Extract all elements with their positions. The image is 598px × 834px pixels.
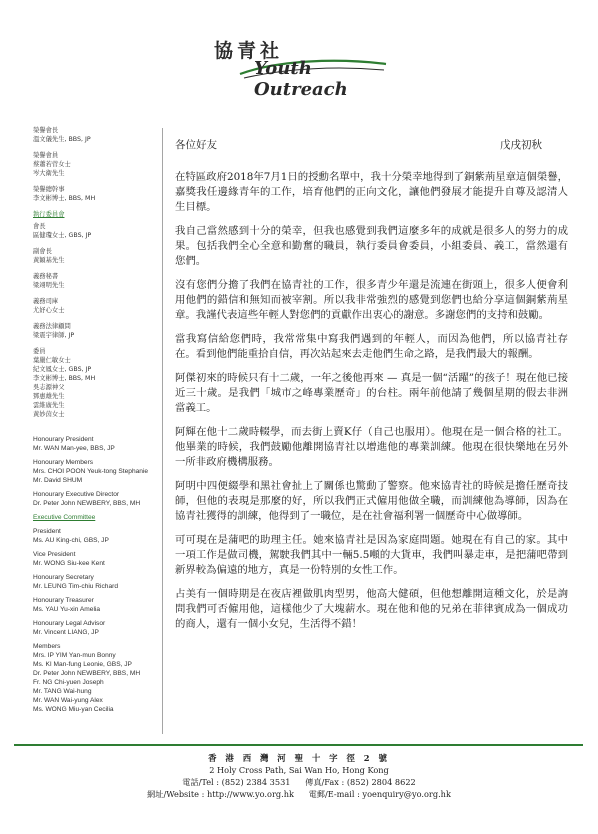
letter-paragraph: 沒有您們分擔了我們在協青社的工作，很多青少年還是流連在街頭上，很多人便會利用他們的錯信和無知而被宰割。所以我非常強烈的感覺到您們也給分享這個銅紫荊星章。我謹代表這些年輕人對您們的貢獻作出衷心的謝意。多謝您們的支持和鼓勵。 <box>175 279 568 321</box>
footer-phone-fax <box>0 776 598 788</box>
letter-body <box>175 170 568 641</box>
cn-member: 溫文儀先生, BBS, JP <box>33 136 91 143</box>
cn-section <box>33 222 158 240</box>
footer-website-link[interactable]: 網址/Website : http://www.yo.org.hk <box>147 789 294 799</box>
cn-member: 黃妙茵女士 <box>33 411 65 418</box>
cn-member: 梁翊明先生 <box>33 282 65 289</box>
en-member: Mr. Vincent LIANG, JP <box>33 629 99 636</box>
en-section <box>33 596 168 614</box>
en-section-title: Vice President <box>33 551 76 558</box>
letter-paragraph: 阿輝在他十二歲時輟學，而去街上賣K仔（自己也服用）。他現在是一個合格的社工。他畢業的時候，我們鼓勵他離開協青社以增進他的專業訓練。他現在很快樂地在另外一所非政府機構服務。 <box>175 426 568 468</box>
cn-member: 李文彬博士, BBS, MH <box>33 195 96 202</box>
footer-tel: 電話/Tel : (852) 2384 3531 <box>182 777 291 787</box>
en-executive-committee-heading: Executive Committee <box>33 514 96 521</box>
cn-section <box>33 322 158 340</box>
sidebar-divider <box>162 128 163 734</box>
en-member: Dr. Peter John NEWBERY, BBS, MH <box>33 500 141 507</box>
en-section <box>33 642 168 714</box>
cn-section <box>33 272 158 290</box>
en-section-title: Members <box>33 643 61 650</box>
logo-chinese-text: 協青社 <box>214 40 284 62</box>
cn-section-title: 義務司庫 <box>33 298 59 305</box>
en-section-title: Honourary Secretary <box>33 574 94 581</box>
en-section <box>33 527 168 545</box>
logo <box>214 36 394 100</box>
en-member: Ms. KI Man-fung Leonie, GBS, JP <box>33 661 132 668</box>
footer-cn-address: 香 港 西 灣 河 聖 十 字 徑 2 號 <box>208 753 390 763</box>
en-section-title: Honourary Treasurer <box>33 597 94 604</box>
cn-section-title: 榮譽會員 <box>33 152 59 159</box>
en-member: Mr. WAN Man-yee, BBS, JP <box>33 445 115 452</box>
cn-section-title: 義務法律顧問 <box>33 323 71 330</box>
letter-paragraph: 可可現在是蒲吧的助理主任。她來協青社是因為家庭問題。她現在有自己的家。其中一項工作是做司機，駕駛我們其中一輛5.5噸的大貨車，我們叫暴走車，是把蒲吧帶到新界較為偏遠的地方，真是一份特別的女性工作。 <box>175 534 568 576</box>
sidebar-chinese-committee <box>33 126 158 426</box>
en-section <box>33 573 168 591</box>
cn-member: 區健瓊女士, GBS, JP <box>33 232 92 239</box>
cn-member: 吳志源神父 <box>33 384 65 391</box>
en-member: Ms. WONG Miu-yan Cecilia <box>33 706 114 713</box>
footer <box>0 752 598 800</box>
cn-member: 岑大衛先生 <box>33 170 65 177</box>
letter-paragraph: 我自己當然感到十分的榮幸，但我也感覺到我們這麼多年的成就是很多人的努力的成果。包括我們全心全意和勤奮的職員，執行委員會委員，小組委員、義工，當然還有您們。 <box>175 225 568 267</box>
cn-section <box>33 126 158 144</box>
cn-member: 李文彬博士, BBS, MH <box>33 375 96 382</box>
en-member: Mr. LEUNG Tim-chiu Richard <box>33 583 119 590</box>
cn-section-title: 會長 <box>33 223 46 230</box>
en-member: Dr. Peter John NEWBERY, BBS, MH <box>33 670 141 677</box>
en-section <box>33 458 168 485</box>
cn-member: 黃穎基先生 <box>33 257 65 264</box>
letter-paragraph: 當我寫信給您們時，我常常集中寫我們遇到的年輕人，而因為他們，所以協青社存在。看到他們能重拾自信，再次站起來去走他們生命之路，是我們最大的報酬。 <box>175 333 568 360</box>
logo-english-text: Youth Outreach <box>254 58 348 100</box>
footer-fax: 傳真/Fax : (852) 2804 8622 <box>305 777 416 787</box>
letter-paragraph: 在特區政府2018年7月1日的授勳名單中，我十分榮幸地得到了銅紫荊星章這個榮譽，嘉獎我任邊緣青年的工作，培育他們的正向文化，讓他們發展才能提升自尊及認清人生目標。 <box>175 171 568 213</box>
en-member: Ms. AU King-chi, GBS, JP <box>33 537 109 544</box>
en-section-title: Honourary Members <box>33 459 94 466</box>
cn-section <box>33 151 158 178</box>
cn-section <box>33 247 158 265</box>
sidebar-english-committee <box>33 435 168 719</box>
cn-executive-committee-heading: 執行委員會 <box>33 211 65 218</box>
cn-section-title: 榮譽會長 <box>33 127 59 134</box>
cn-section <box>33 347 158 419</box>
cn-section-title: 副會長 <box>33 248 52 255</box>
cn-member: 鄧惠雄先生 <box>33 393 65 400</box>
cn-member: 雲維廣先生 <box>33 402 65 409</box>
cn-member: 蔡蕭若菅女士 <box>33 161 71 168</box>
en-section-title: President <box>33 528 61 535</box>
cn-member: 紀文鳳女士, GBS, JP <box>33 366 92 373</box>
letter-paragraph: 阿明中四便綴學和黑社會扯上了關係也驚動了警察。他來協青社的時候是擔任歷奇技師，但他的表現是那麼的好，所以我們正式僱用他做全職，而訓練他為導師，因為在協青社獲得的訓練，他得到了一職位，是在社會福利署一個歷奇中心做導師。 <box>175 480 568 522</box>
cn-section <box>33 297 158 315</box>
en-member: Mr. TANG Wai-hung <box>33 688 92 695</box>
cn-member: 尤妤心女士 <box>33 307 65 314</box>
footer-email-link[interactable]: 電郵/E-mail : yoenquiry@yo.org.hk <box>308 789 451 799</box>
footer-en-address: 2 Holy Cross Path, Sai Wan Ho, Hong Kong <box>209 765 389 775</box>
en-section <box>33 619 168 637</box>
footer-divider <box>14 744 583 746</box>
letter-date: 戊戌初秋 <box>500 139 542 151</box>
letter-salutation: 各位好友 <box>175 139 217 151</box>
en-section <box>33 490 168 508</box>
cn-member: 梁震宇律師, JP <box>33 332 75 339</box>
letter-paragraph: 占美有一個時期是在夜店裡做肌肉型男，他高大健碩，但他想離開這種文化，於是詢問我們可否僱用他，這樣他少了大塊薪水。現在他和他的兄弟在菲律賓成為一個成功的商人，還有一個小女兒，生活得不錯！ <box>175 588 568 630</box>
en-section <box>33 435 168 453</box>
cn-section-title: 榮譽總幹事 <box>33 186 65 193</box>
footer-web-email <box>0 788 598 800</box>
en-member: Mr. WONG Siu-kee Kent <box>33 560 105 567</box>
en-section-title: Honourary Legal Advisor <box>33 620 106 627</box>
en-member: Mrs. CHOI POON Yeuk-tong Stephanie <box>33 468 149 475</box>
cn-section-title: 義務秘書 <box>33 273 59 280</box>
en-section <box>33 550 168 568</box>
en-section-title: Honourary Executive Director <box>33 491 120 498</box>
en-member: Mr. WAN Wai-yung Alex <box>33 697 103 704</box>
en-member: Mrs. IP YIM Yan-mun Bonny <box>33 652 116 659</box>
en-section-title: Honourary President <box>33 436 94 443</box>
en-member: Mr. David SHUM <box>33 477 83 484</box>
cn-member: 葉嚴仁敏女士 <box>33 357 71 364</box>
cn-section-title: 委員 <box>33 348 46 355</box>
cn-section <box>33 185 158 203</box>
en-member: Fr. NG Chi-yuen Joseph <box>33 679 104 686</box>
letter-paragraph: 阿傑初來的時候只有十二歲，一年之後他再來 — 真是一個“活躍”的孩子！現在他已接近三十歲。是我們「城市之峰專業歷奇」的台柱。兩年前他請了幾個星期的假去非洲當義工。 <box>175 372 568 414</box>
en-member: Ms. YAU Yu-xin Amelia <box>33 606 101 613</box>
